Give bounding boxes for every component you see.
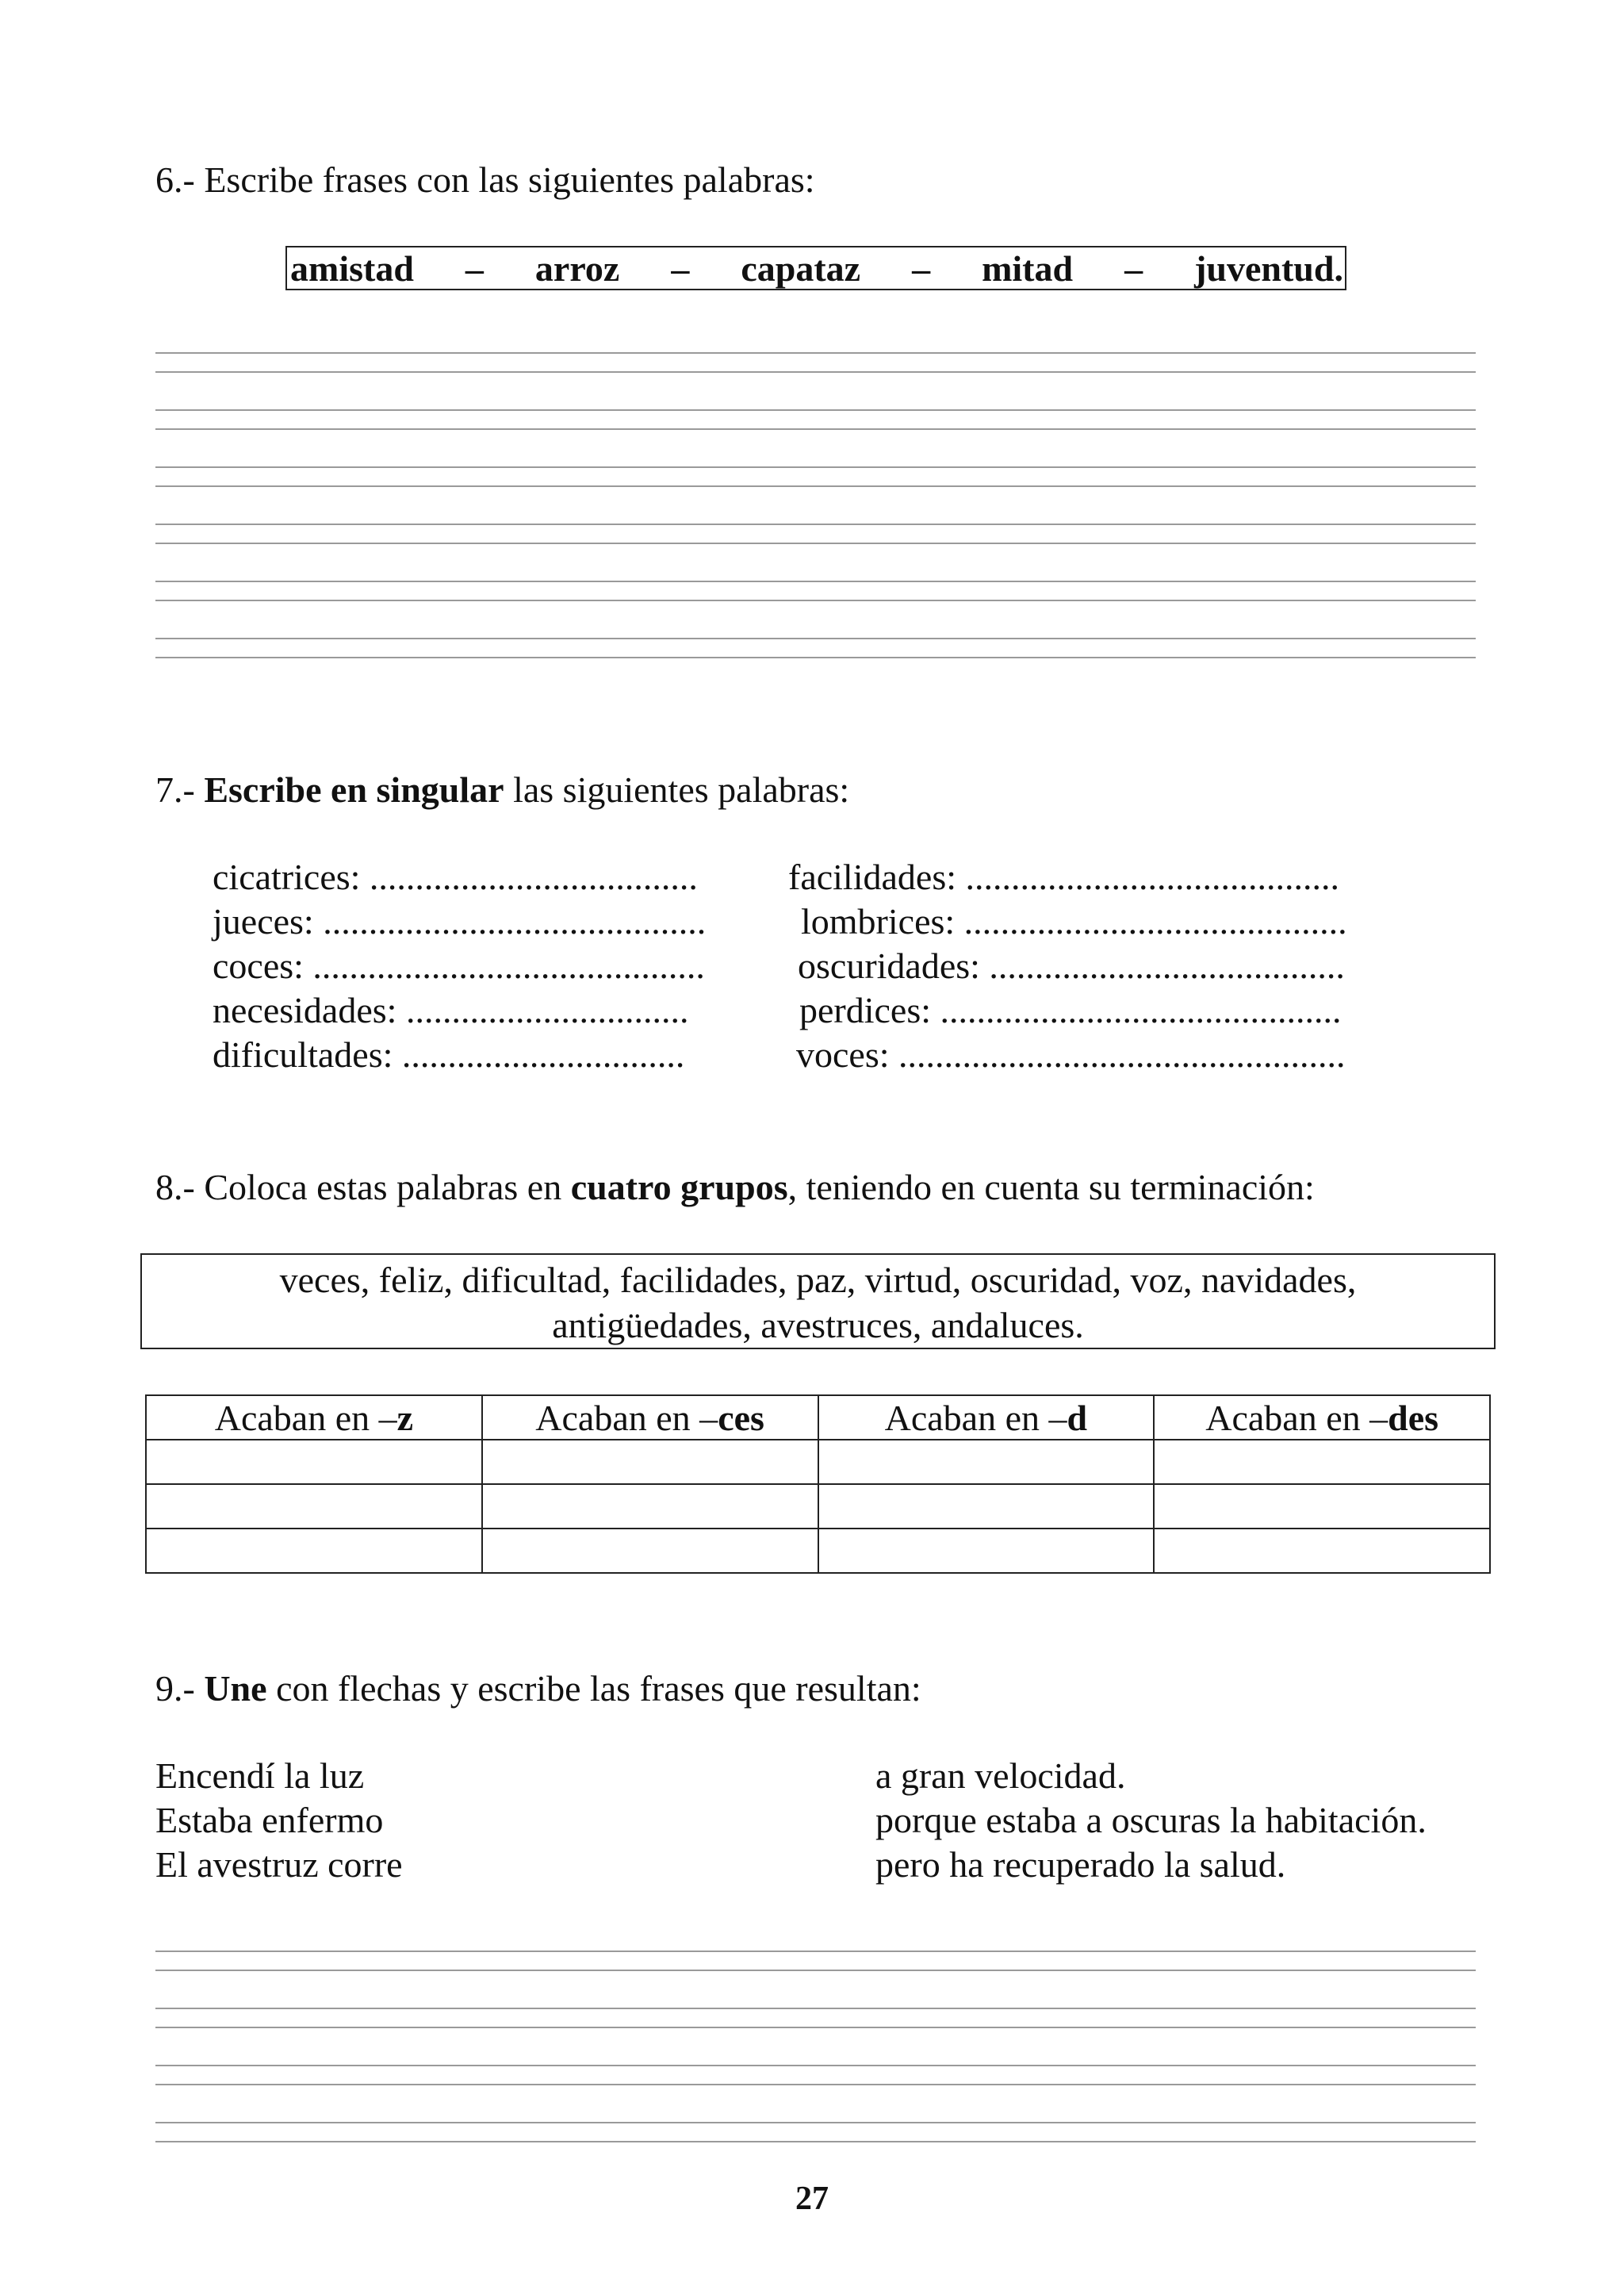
- instruction-text: , teniendo en cuenta su terminación:: [787, 1167, 1315, 1207]
- table-header-row: [146, 1395, 1490, 1440]
- singular-list-left: [213, 855, 706, 1077]
- dash: –: [671, 247, 690, 289]
- writing-line: [155, 524, 1476, 525]
- word: arroz: [534, 247, 620, 289]
- sentence-ending[interactable]: pero ha recuperado la salud.: [875, 1844, 1286, 1885]
- dash: –: [912, 247, 931, 289]
- writing-line: [155, 657, 1476, 658]
- word: mitad: [982, 247, 1074, 289]
- writing-line: [155, 466, 1476, 468]
- writing-line: [155, 2084, 1476, 2085]
- word-item[interactable]: coces: ...........................................: [213, 946, 705, 986]
- column-header: Acaban en –d: [818, 1395, 1155, 1440]
- instruction-emphasis: cuatro grupos: [570, 1167, 788, 1207]
- sentence-start[interactable]: El avestruz corre: [155, 1844, 403, 1885]
- sentence-ending[interactable]: a gran velocidad.: [875, 1755, 1126, 1796]
- table-cell[interactable]: [146, 1440, 482, 1484]
- table-cell[interactable]: [818, 1440, 1155, 1484]
- writing-line: [155, 2065, 1476, 2066]
- exercise-7-title: [155, 768, 849, 812]
- writing-line: [155, 2122, 1476, 2123]
- word-item[interactable]: perdices: ............................................: [799, 990, 1342, 1030]
- exercise-number: 9.-: [155, 1668, 205, 1709]
- word-item[interactable]: voces: .................................................: [796, 1034, 1346, 1075]
- column-header: Acaban en –z: [146, 1395, 482, 1440]
- writing-line: [155, 600, 1476, 601]
- word-item[interactable]: dificultades: ...............................: [213, 1034, 685, 1075]
- sentence-starts: [155, 1754, 403, 1887]
- word-item[interactable]: oscuridades: .......................................: [798, 946, 1345, 986]
- instruction-emphasis: Une: [204, 1668, 267, 1709]
- writing-line: [155, 428, 1476, 430]
- exercise-8-word-box: [140, 1253, 1496, 1349]
- word: juventud.: [1194, 247, 1343, 289]
- column-header: Acaban en –des: [1154, 1395, 1490, 1440]
- exercise-6-word-box: [285, 246, 1346, 290]
- writing-line: [155, 2027, 1476, 2028]
- table-cell[interactable]: [1154, 1484, 1490, 1529]
- instruction-text: las siguientes palabras:: [504, 769, 850, 810]
- word: capataz: [741, 247, 861, 289]
- table-cell[interactable]: [482, 1484, 818, 1529]
- exercise-number: 7.-: [155, 769, 205, 810]
- writing-line: [155, 1951, 1476, 1952]
- writing-line: [155, 352, 1476, 354]
- sentence-start[interactable]: Encendí la luz: [155, 1755, 365, 1796]
- instruction-emphasis: Escribe en singular: [204, 769, 504, 810]
- writing-line: [155, 581, 1476, 582]
- exercise-8-title: [155, 1165, 1315, 1210]
- word-groups-table: [145, 1394, 1491, 1574]
- word-box-line: veces, feliz, dificultad, facilidades, paz, virtud, oscuridad, voz, navidades,: [279, 1260, 1357, 1300]
- writing-line: [155, 409, 1476, 411]
- exercise-6-title: 6.- Escribe frases con las siguientes palabras:: [155, 159, 815, 200]
- word-item[interactable]: cicatrices: ....................................: [213, 857, 698, 897]
- instruction-text: 8.- Coloca estas palabras en: [155, 1167, 571, 1207]
- table-cell[interactable]: [146, 1484, 482, 1529]
- exercise-9-title: [155, 1667, 921, 1711]
- dash: –: [1124, 247, 1143, 289]
- word-item[interactable]: lombrices: ..........................................: [801, 901, 1347, 942]
- sentence-start[interactable]: Estaba enfermo: [155, 1800, 384, 1840]
- table-cell[interactable]: [482, 1440, 818, 1484]
- sentence-endings: [875, 1754, 1427, 1887]
- table-cell[interactable]: [146, 1529, 482, 1573]
- word-item[interactable]: facilidades: .........................................: [788, 857, 1340, 897]
- table-cell[interactable]: [1154, 1440, 1490, 1484]
- writing-line: [155, 2008, 1476, 2009]
- table-row: [146, 1440, 1490, 1484]
- word-item[interactable]: necesidades: ...............................: [213, 990, 689, 1030]
- table-cell[interactable]: [482, 1529, 818, 1573]
- word-item[interactable]: jueces: ..........................................: [213, 901, 707, 942]
- page-number: 27: [795, 2181, 829, 2217]
- dash: –: [465, 247, 484, 289]
- writing-line: [155, 1970, 1476, 1971]
- writing-line: [155, 2141, 1476, 2142]
- writing-line: [155, 371, 1476, 373]
- word-box-line: antigüedades, avestruces, andaluces.: [552, 1305, 1084, 1345]
- table-row: [146, 1484, 1490, 1529]
- singular-list-right: [788, 855, 1347, 1077]
- writing-line: [155, 543, 1476, 544]
- sentence-ending[interactable]: porque estaba a oscuras la habitación.: [875, 1800, 1427, 1840]
- table-cell[interactable]: [818, 1484, 1155, 1529]
- writing-line: [155, 638, 1476, 639]
- table-row: [146, 1529, 1490, 1573]
- writing-line: [155, 485, 1476, 487]
- column-header: Acaban en –ces: [482, 1395, 818, 1440]
- instruction-text: con flechas y escribe las frases que resultan:: [266, 1668, 921, 1709]
- word: amistad: [290, 247, 414, 289]
- table-cell[interactable]: [1154, 1529, 1490, 1573]
- table-cell[interactable]: [818, 1529, 1155, 1573]
